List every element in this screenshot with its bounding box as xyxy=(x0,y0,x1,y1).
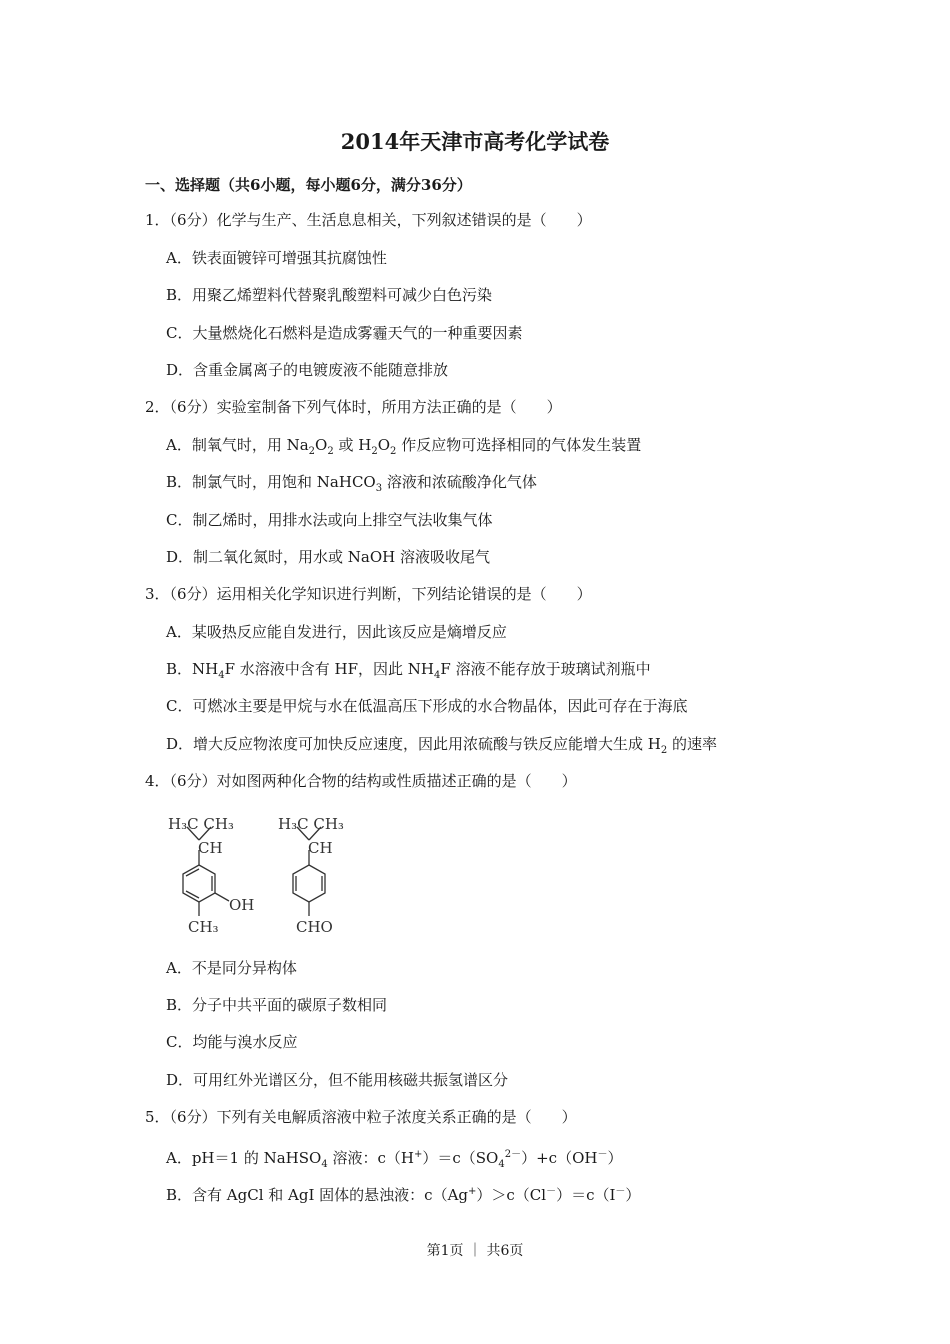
question-5-stem: 5．（6分）下列有关电解质溶液中粒子浓度关系正确的是（ ） xyxy=(145,1108,577,1126)
question-3-option-c: C．可燃冰主要是甲烷与水在低温高压下形成的水合物晶体，因此可存在于海底 xyxy=(166,697,688,715)
question-3-option-b: B．$NH_4F$ 水溶液中含有 HF，因此 $NH_4F$ 溶液不能存放于玻璃试剂瓶中 xyxy=(166,660,651,681)
question-4-stem: 4．（6分）对如图两种化合物的结构或性质描述正确的是（ ） xyxy=(145,772,577,790)
label-ch-right: CH xyxy=(308,839,333,857)
question-5-option-a: A．pH＝1 的 NaHSO$_4$ 溶液：$c(H^+)=c(SO_4^{2-})+c(OH^-)$ xyxy=(166,1149,623,1170)
question-1-option-a: A．铁表面镀锌可增强其抗腐蚀性 xyxy=(166,249,387,267)
question-3-option-a: A．某吸热反应能自发进行，因此该反应是熵增反应 xyxy=(166,623,507,641)
question-1-option-b: B．用聚乙烯塑料代替聚乳酸塑料可减少白色污染 xyxy=(166,286,493,304)
question-4-option-d: D．可用红外光谱区分，但不能用核磁共振氢谱区分 xyxy=(166,1071,509,1089)
page-title: 2014年天津市高考化学试卷 xyxy=(340,129,610,154)
question-4-option-b: B．分子中共平面的碳原子数相同 xyxy=(166,996,388,1014)
question-2-option-a: A．制氧气时，用 $Na_2O_2$ 或 $H_2O_2$ 作反应物可选择相同的气体发生装置 xyxy=(166,436,642,457)
section-heading: 一、选择题（共6小题，每小题6分，满分36分） xyxy=(145,176,472,194)
label-ch-left: CH xyxy=(198,839,223,857)
label-cho: CHO xyxy=(296,918,333,936)
question-1-option-c: C．大量燃烧化石燃料是造成雾霾天气的一种重要因素 xyxy=(166,324,523,342)
question-3-stem: 3．（6分）运用相关化学知识进行判断，下列结论错误的是（ ） xyxy=(145,585,592,603)
question-3-option-d: D．增大反应物浓度可加快反应速度，因此用浓硫酸与铁反应能增大生成 $H_2$ 的速率 xyxy=(166,735,718,756)
question-4-option-a: A．不是同分异构体 xyxy=(166,959,297,977)
label-ch3-bottom: CH₃ xyxy=(188,918,219,936)
question-5-option-b: B．含有 AgCl 和 AgI 固体的悬浊液：c（Ag+）＞c（Cl－）＝c（I－） xyxy=(166,1186,641,1204)
question-2-option-b: B．制氯气时，用饱和 NaHCO$_3$ 溶液和浓硫酸净化气体 xyxy=(166,473,537,494)
question-1-stem: 1．（6分）化学与生产、生活息息相关，下列叙述错误的是（ ） xyxy=(145,211,592,229)
question-4-option-c: C．均能与溴水反应 xyxy=(166,1033,298,1051)
label-oh: OH xyxy=(229,896,255,914)
question-2-option-d: D．制二氧化氮时，用水或 NaOH 溶液吸收尾气 xyxy=(166,548,491,566)
page-footer: 第1页 ｜ 共6页 xyxy=(426,1243,524,1259)
chemical-structures-figure xyxy=(163,810,383,945)
label-h3c-ch3-right: H₃C CH₃ xyxy=(278,815,344,833)
question-1-option-d: D．含重金属离子的电镀废液不能随意排放 xyxy=(166,361,449,379)
question-2-option-c: C．制乙烯时，用排水法或向上排空气法收集气体 xyxy=(166,511,493,529)
question-2-stem: 2．（6分）实验室制备下列气体时，所用方法正确的是（ ） xyxy=(145,398,562,416)
label-h3c-ch3-left: H₃C CH₃ xyxy=(168,815,234,833)
